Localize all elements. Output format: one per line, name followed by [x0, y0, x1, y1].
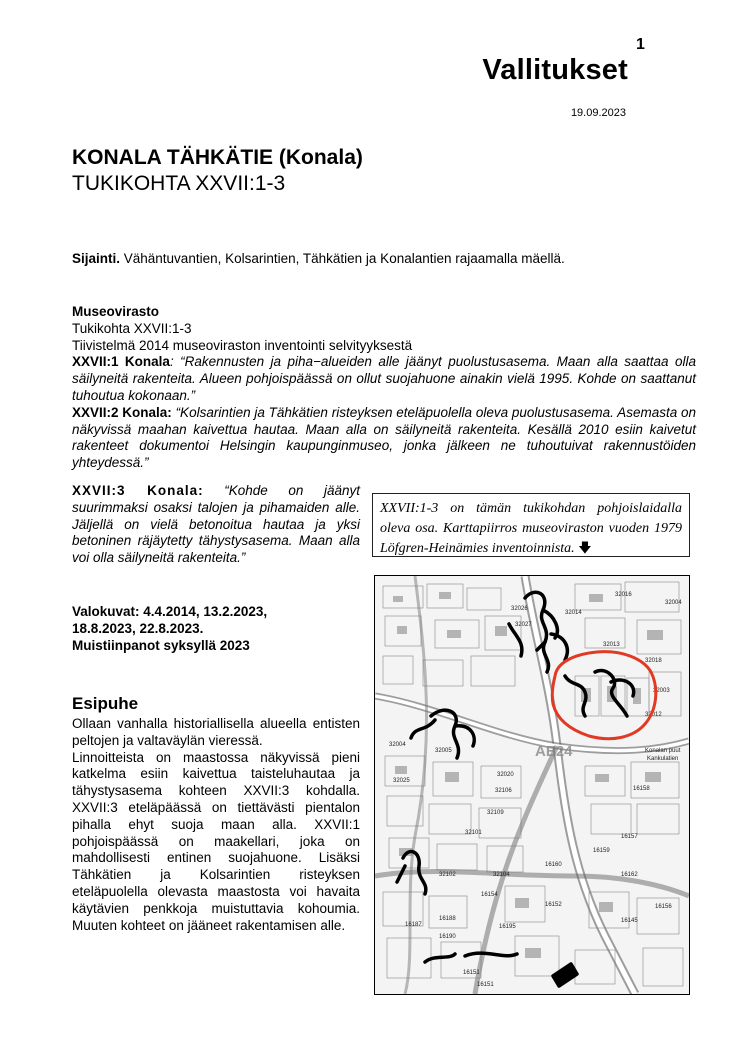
svg-text:32025: 32025 [393, 778, 410, 784]
entry-xxvii-1 [72, 354, 696, 404]
svg-text:32026: 32026 [511, 606, 528, 612]
entry-xxvii-1-text: : “Rakennusten ja piha−alueiden alle jäänyt puolustusasema. Maan alla saattaa olla säilyneitä rakenteita. Alueen pohjoispäässä on ollut suojahuone ainakin vielä 1995. Kohde on saattanut tuhoutua kokonaan.” [72, 354, 696, 403]
photo-dates-line3: Muistiinpanot syksyllä 2023 [72, 637, 250, 653]
svg-text:16160: 16160 [545, 862, 562, 868]
museovirasto-title: Museovirasto [72, 304, 160, 319]
site-heading: KONALA TÄHKÄTIE (Konala) [72, 146, 363, 169]
svg-text:16145: 16145 [621, 918, 638, 924]
svg-text:16188: 16188 [439, 916, 456, 922]
location-label: Sijainti. [72, 251, 121, 266]
site-subheading: TUKIKOHTA XXVII:1-3 [72, 172, 286, 195]
svg-text:Konalan puut: Konalan puut [645, 748, 681, 754]
svg-text:32012: 32012 [645, 712, 662, 718]
svg-text:16156: 16156 [655, 904, 672, 910]
svg-text:16154: 16154 [481, 892, 498, 898]
document-title: Vallitukset [482, 54, 628, 86]
svg-text:32102: 32102 [439, 872, 456, 878]
svg-text:32109: 32109 [487, 810, 504, 816]
document-date: 19.09.2023 [570, 107, 626, 119]
svg-text:32106: 32106 [495, 788, 512, 794]
svg-text:16162: 16162 [621, 872, 638, 878]
photo-dates-line2: 18.8.2023, 22.8.2023. [72, 620, 204, 636]
svg-text:16187: 16187 [405, 922, 422, 928]
entry-xxvii-2-code: XXVII:2 Konala: [72, 404, 172, 420]
svg-text:16151: 16151 [477, 982, 494, 988]
svg-text:32004: 32004 [665, 600, 682, 606]
svg-text:32003: 32003 [653, 688, 670, 694]
esipuhe-section [72, 716, 360, 934]
svg-text:32013: 32013 [603, 642, 620, 648]
site-map [374, 575, 690, 995]
photo-dates [72, 604, 362, 654]
svg-text:16157: 16157 [621, 834, 638, 840]
svg-text:32004: 32004 [389, 742, 406, 748]
esipuhe-para2: Linnoitteista on maastossa näkyvissä pieni katkelma esiin kaivettua taisteluhautaa ja tähystysasema kohteen XXVII:3 kohdalla. XXVII:3 eteläpäässä on tiettävästi pientalon pihalla ehyt suoja maan alla. XXVII:1 pohjoispäässä on maakellari, joka on mahdollisesti entinen suojahuone. Lisäksi Tähkätien ja Kolsarintien risteyksen eteläpuolella olevasta maastosta voi havaita käytävien penkkoja muistuttavia kohoumia. Muuten kohteet on jääneet rakentamisen alle. [72, 749, 360, 933]
svg-text:32014: 32014 [565, 610, 582, 616]
photo-dates-line1: Valokuvat: 4.4.2014, 13.2.2023, [72, 604, 268, 619]
svg-text:32020: 32020 [497, 772, 514, 778]
museovirasto-line2: Tiivistelmä 2014 museoviraston inventointi selvityyksestä [72, 337, 413, 353]
map-caption-text: XXVII:1-3 on tämän tukikohdan pohjoislaidalla oleva osa. Karttapiirros museoviraston vuoden 1979 Löfgren-Heinämies inventoinnista. [380, 501, 682, 556]
museovirasto-section [72, 304, 696, 472]
map-caption [372, 493, 690, 557]
svg-text:AE24: AE24 [535, 743, 573, 760]
svg-text:16190: 16190 [439, 934, 456, 940]
entry-xxvii-3-code: XXVII:3 Konala: [72, 483, 204, 498]
map-drawing [375, 576, 689, 994]
svg-text:16158: 16158 [633, 786, 650, 792]
svg-text:16195: 16195 [499, 924, 516, 930]
svg-text:32027: 32027 [515, 622, 532, 628]
svg-text:32104: 32104 [493, 872, 510, 878]
svg-text:32101: 32101 [465, 830, 482, 836]
svg-text:32005: 32005 [435, 748, 452, 754]
location-paragraph [72, 251, 672, 266]
museovirasto-line1: Tukikohta XXVII:1-3 [72, 320, 192, 336]
esipuhe-para1: Ollaan vanhalla historiallisella alueella entisten peltojen ja valtaväylän vieressä. [72, 716, 360, 748]
svg-text:16159: 16159 [593, 848, 610, 854]
location-text: Vähäntuvantien, Kolsarintien, Tähkätien ja Konalantien rajaamalla mäellä. [120, 251, 565, 266]
esipuhe-heading: Esipuhe [72, 694, 139, 713]
entry-xxvii-3 [72, 483, 360, 567]
page-number: 1 [636, 36, 645, 53]
entry-xxvii-2 [72, 405, 696, 472]
svg-text:32016: 32016 [615, 592, 632, 598]
entry-xxvii-1-code: XXVII:1 Konala [72, 354, 170, 370]
arrow-down-icon: 🡇 [578, 541, 592, 556]
svg-text:16152: 16152 [545, 902, 562, 908]
svg-text:16151: 16151 [463, 970, 480, 976]
svg-text:32018: 32018 [645, 658, 662, 664]
svg-text:Kankulatien: Kankulatien [647, 756, 679, 762]
entry-xxvii-2-text: “Kolsarintien ja Tähkätien risteyksen eteläpuolella oleva puolustusasema. Asemasta on näkyvissä maahan kaivettua hautaa. Maan alla on säilyneitä rakenteita. Kesällä 2010 esiin kaivetut rakenteet dokumentoi Helsingin kaupunginmuseo, jonka jälkeen ne tuhoutuivat rakennustöiden yhteydessä.” [72, 404, 696, 471]
entry-xxvii-3-text: “Kohde on jäänyt suurimmaksi osaksi talojen ja pihamaiden alle. Jäljellä on vielä betonoitua hautaa ja yksi betoninen räjäytetty tähystysasema. Maan alla voi olla säilyneitä rakenteita.” [72, 483, 360, 566]
